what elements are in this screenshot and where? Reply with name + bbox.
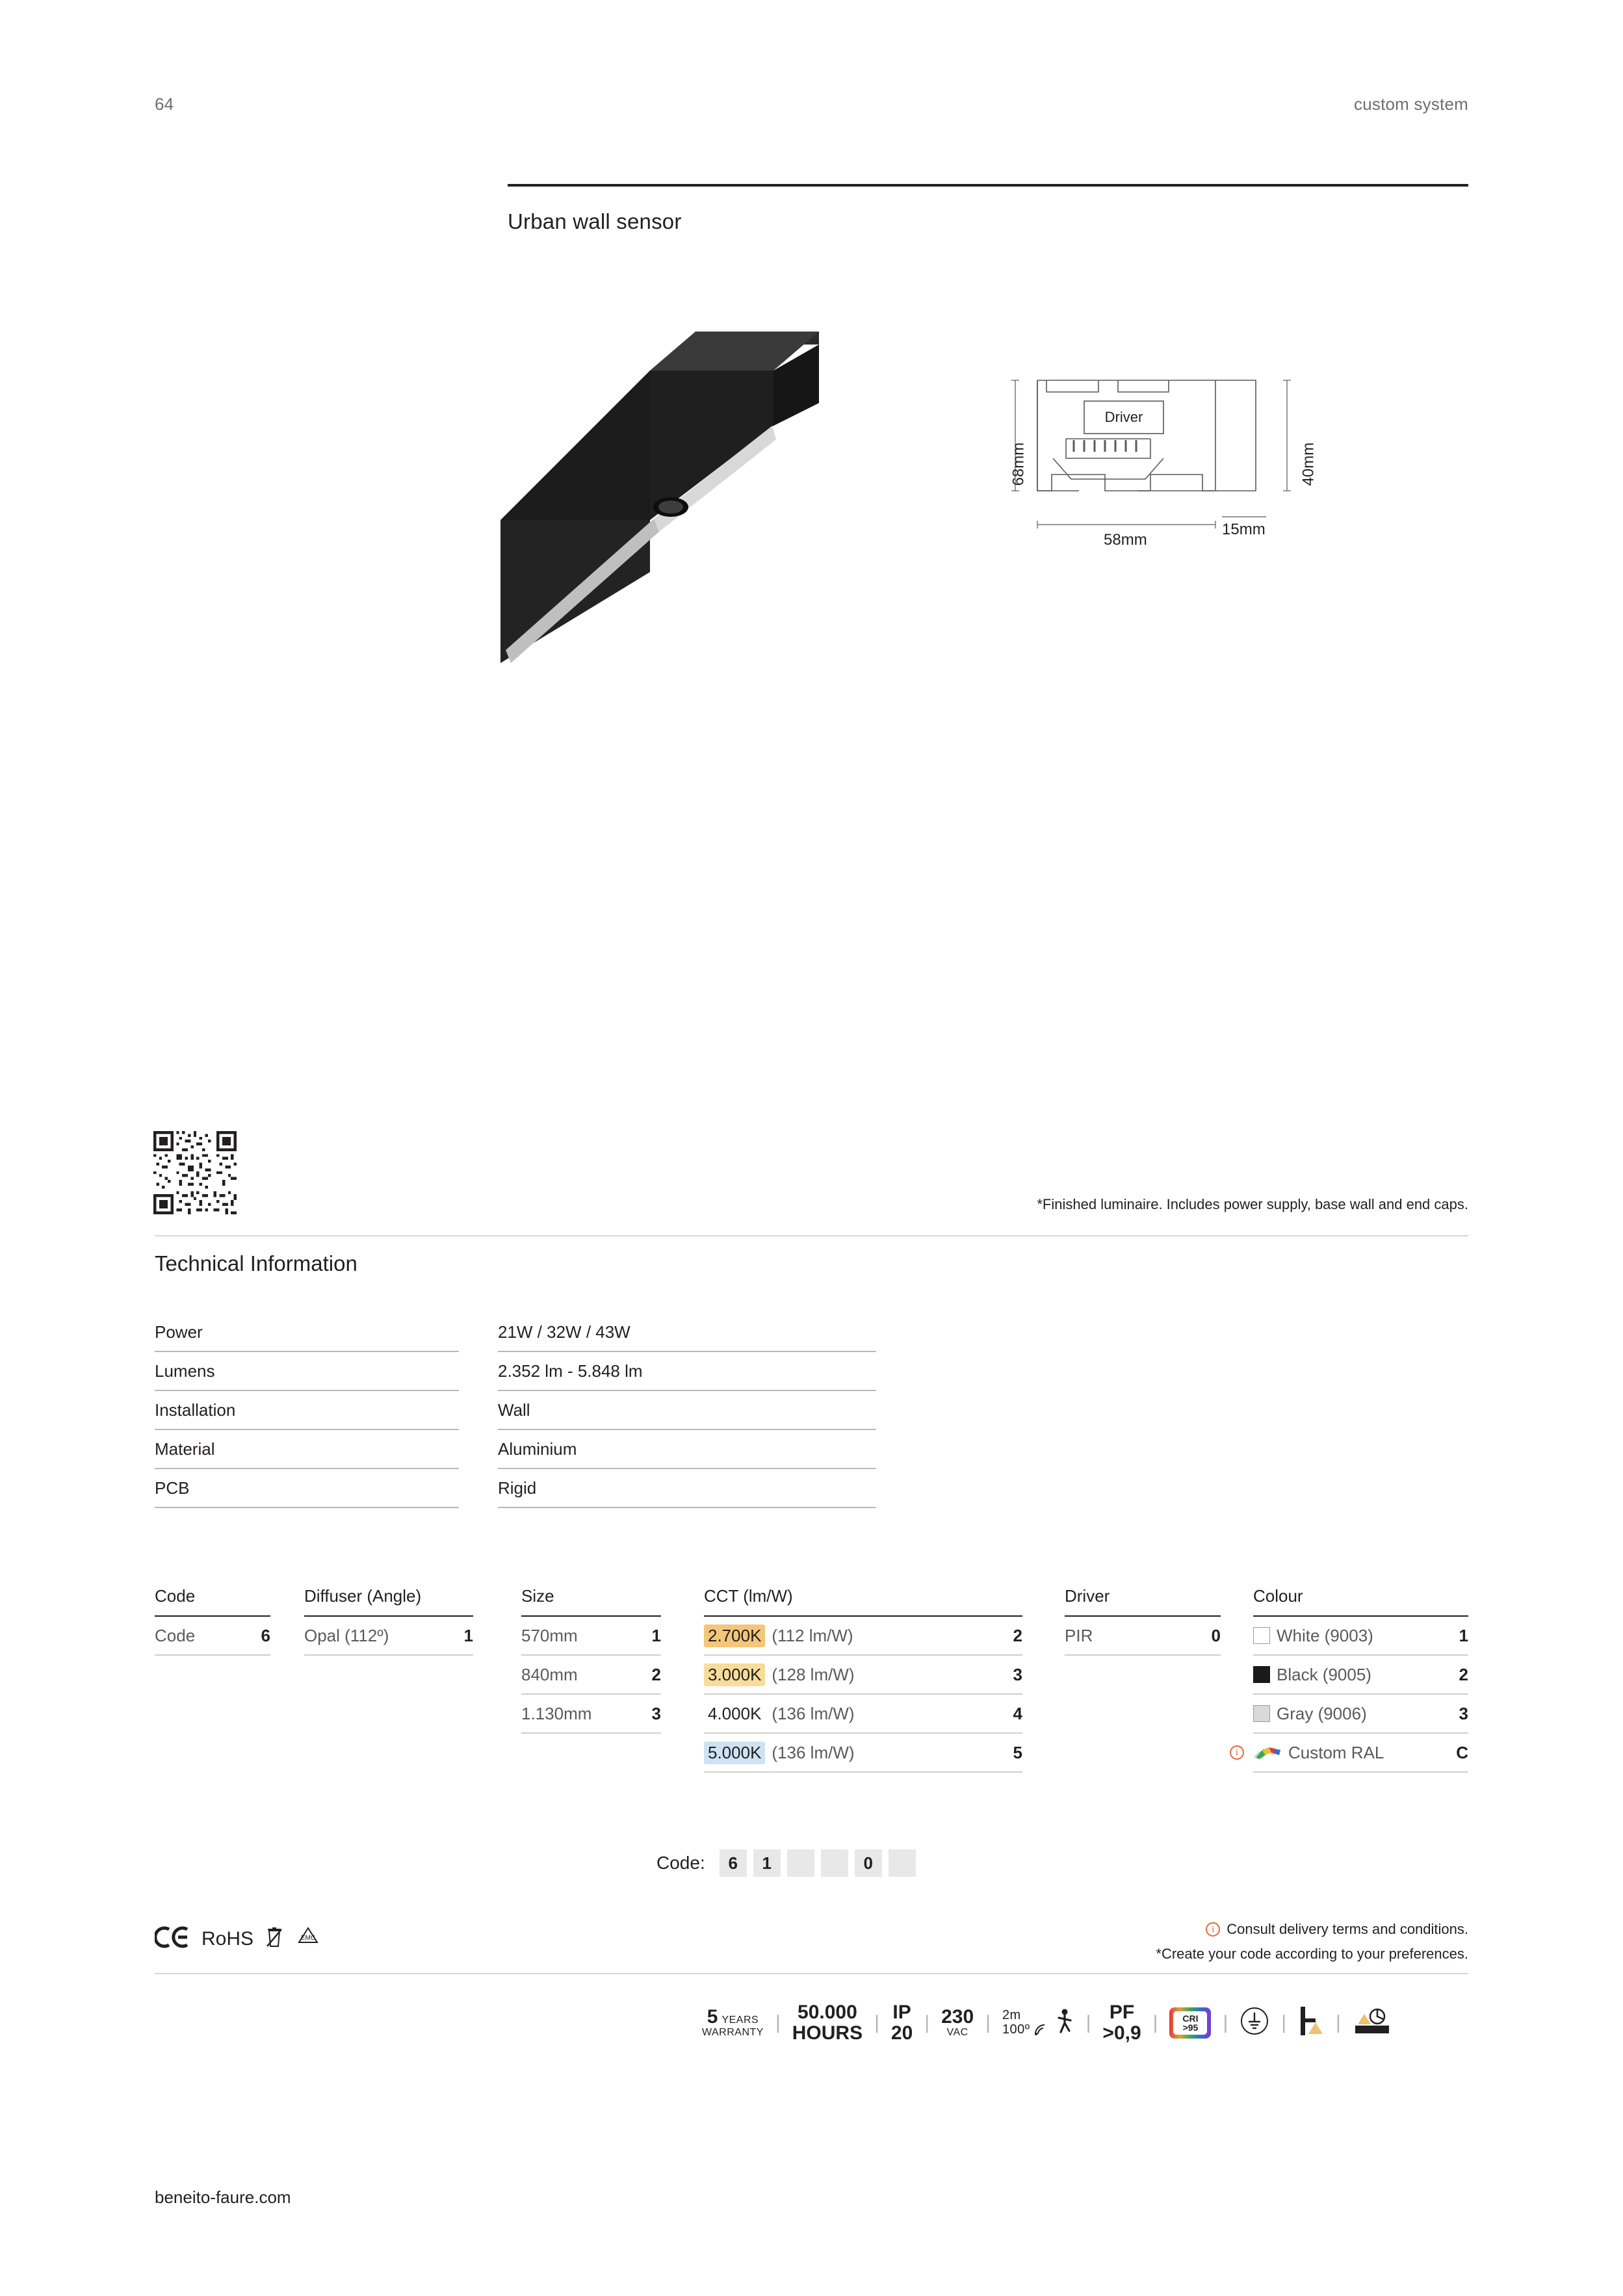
divider: |: [874, 2011, 879, 2033]
info-icon: i: [1206, 1922, 1220, 1937]
tech-label: Lumens: [155, 1352, 459, 1391]
rohs-label: RoHS: [201, 1927, 254, 1950]
option-row-cct[interactable]: [704, 1695, 1022, 1734]
option-code: 3: [1013, 1664, 1022, 1684]
sensor-range-icon: [1002, 2009, 1050, 2037]
qr-code[interactable]: [153, 1131, 237, 1214]
finished-luminaire-note: *Finished luminaire. Includes power supply, base wall and end caps.: [1037, 1196, 1468, 1212]
option-row-driver[interactable]: [1065, 1617, 1221, 1656]
option-row-size[interactable]: [521, 1656, 661, 1695]
column-header: Colour: [1253, 1586, 1468, 1617]
tech-value: 21W / 32W / 43W: [498, 1313, 876, 1352]
cct-efficacy: (112 lm/W): [772, 1625, 853, 1645]
option-row-code[interactable]: [155, 1617, 270, 1656]
divider: |: [985, 2011, 991, 2033]
config-column-code: [155, 1586, 270, 1656]
dim-right-height-label: 40mm: [1299, 442, 1318, 486]
pf-value: >0,9: [1102, 2022, 1141, 2044]
divider: |: [1152, 2011, 1158, 2033]
config-column-diffuser: [304, 1586, 473, 1656]
option-label: [704, 1702, 855, 1725]
cct-chip: 4.000K: [704, 1702, 765, 1725]
custom-ral-icon: [1253, 1745, 1282, 1760]
page-number: 64: [155, 94, 174, 114]
cri-label: CRI: [1182, 2013, 1199, 2024]
table-row: [155, 1391, 876, 1430]
divider: |: [775, 2011, 781, 2033]
option-label: [1235, 1742, 1384, 1763]
pf-label: PF: [1109, 2002, 1135, 2023]
cct-efficacy: (136 lm/W): [772, 1703, 855, 1723]
column-header: CCT (lm/W): [704, 1586, 1022, 1617]
column-header: Driver: [1065, 1586, 1221, 1617]
option-row-colour[interactable]: [1253, 1695, 1468, 1734]
option-code: 0: [1211, 1625, 1221, 1645]
section-label: custom system: [1354, 94, 1468, 114]
option-code: 1: [651, 1625, 661, 1645]
emc-icon: [295, 1925, 321, 1952]
option-row-size[interactable]: [521, 1695, 661, 1734]
dim-depth-label: 15mm: [1222, 521, 1266, 538]
weee-icon: [264, 1924, 285, 1953]
option-code: C: [1456, 1742, 1468, 1762]
consult-note-text: Consult delivery terms and conditions.: [1227, 1921, 1468, 1937]
title-divider: [508, 184, 1468, 187]
option-row-colour[interactable]: [1235, 1734, 1468, 1773]
cuttable-icon: [1353, 2006, 1392, 2040]
colour-swatch-black: [1253, 1666, 1270, 1683]
option-label: PIR: [1065, 1625, 1093, 1645]
warranty-years: 5: [707, 2006, 718, 2028]
pir-walker-icon: [1055, 2007, 1074, 2039]
colour-swatch-white: [1253, 1627, 1270, 1644]
option-code: 1: [463, 1625, 473, 1645]
power-factor-icon: [1102, 2002, 1141, 2043]
option-label: 1.130mm: [521, 1703, 592, 1723]
table-row: [155, 1352, 876, 1391]
option-label: [1253, 1665, 1371, 1685]
dim-width-label: 58mm: [1104, 531, 1147, 549]
table-row: [155, 1430, 876, 1469]
option-row-diffuser[interactable]: [304, 1617, 473, 1656]
technical-divider: [155, 1235, 1468, 1236]
table-row: [155, 1469, 876, 1508]
column-header: Code: [155, 1586, 270, 1617]
option-code: 2: [1459, 1664, 1468, 1684]
config-column-cct: [704, 1586, 1022, 1773]
dimension-drawing: [1001, 361, 1378, 627]
code-box[interactable]: 6: [720, 1849, 747, 1877]
tech-value: 2.352 lm - 5.848 lm: [498, 1352, 876, 1391]
colour-swatch-gray: [1253, 1705, 1270, 1722]
divider: |: [1336, 2011, 1341, 2033]
option-code: 4: [1013, 1703, 1022, 1723]
warranty-icon: [702, 2007, 764, 2038]
driver-box-label: Driver: [1104, 409, 1143, 425]
option-row-cct[interactable]: [704, 1734, 1022, 1773]
divider: |: [1085, 2011, 1091, 2033]
table-row: [155, 1313, 876, 1352]
colour-label: Black (9005): [1277, 1664, 1371, 1684]
tech-value: Wall: [498, 1391, 876, 1430]
cct-efficacy: (128 lm/W): [772, 1664, 855, 1684]
colour-label: Custom RAL: [1288, 1742, 1384, 1762]
option-label: [1253, 1704, 1367, 1724]
cri-icon: [1169, 2007, 1211, 2039]
tech-label: PCB: [155, 1469, 459, 1508]
page-title: Urban wall sensor: [508, 209, 682, 233]
tech-value: Aluminium: [498, 1430, 876, 1469]
create-code-note: *Create your code according to your preferences.: [1156, 1946, 1468, 1962]
colour-label: Gray (9006): [1277, 1703, 1367, 1723]
footer-divider: [155, 1973, 1468, 1974]
option-code: 5: [1013, 1742, 1022, 1762]
option-code: 2: [651, 1664, 661, 1684]
cct-chip: 2.700K: [704, 1624, 765, 1647]
option-row-size[interactable]: [521, 1617, 661, 1656]
ce-icon: [155, 1925, 191, 1952]
wall-mount-icon: [1298, 2005, 1324, 2041]
divider: |: [1281, 2011, 1287, 2033]
config-column-size: [521, 1586, 661, 1734]
option-code: 1: [1459, 1625, 1468, 1645]
option-code: 3: [1459, 1703, 1468, 1723]
code-box[interactable]: [821, 1849, 848, 1877]
divider: |: [1223, 2011, 1228, 2033]
code-box[interactable]: 1: [753, 1849, 781, 1877]
warranty-years-unit: YEARS: [721, 2015, 759, 2026]
code-builder-label: Code:: [656, 1853, 705, 1873]
technical-information-title: Technical Information: [155, 1251, 357, 1275]
class-i-earth-icon: [1240, 2006, 1269, 2040]
dim-height-label: 68mm: [1009, 442, 1028, 486]
voltage-value: 230: [941, 2006, 974, 2028]
option-label: [704, 1624, 853, 1647]
option-label: [704, 1663, 855, 1686]
column-header: Size: [521, 1586, 661, 1617]
ip-value: 20: [890, 2022, 913, 2044]
sensor-angle-value: 100º: [1002, 2022, 1030, 2037]
config-column-colour: [1235, 1586, 1468, 1773]
column-header: Diffuser (Angle): [304, 1586, 473, 1617]
code-box[interactable]: 0: [855, 1849, 882, 1877]
info-icon[interactable]: i: [1230, 1745, 1244, 1760]
tech-label: Power: [155, 1313, 459, 1352]
consult-note: [1206, 1921, 1468, 1938]
option-row-colour[interactable]: [1253, 1617, 1468, 1656]
option-label: [1253, 1626, 1373, 1646]
tech-label: Installation: [155, 1391, 459, 1430]
hours-value: 50.000: [798, 2002, 857, 2023]
option-code: 6: [261, 1625, 270, 1645]
technical-table: [155, 1313, 876, 1508]
code-builder: [656, 1849, 916, 1877]
cct-efficacy: (136 lm/W): [772, 1742, 855, 1762]
spec-icon-strip: [702, 2002, 1392, 2043]
config-column-driver: [1065, 1586, 1221, 1656]
tech-value: Rigid: [498, 1469, 876, 1508]
footer-website[interactable]: beneito-faure.com: [155, 2187, 291, 2207]
tech-label: Material: [155, 1430, 459, 1469]
cct-chip: 5.000K: [704, 1742, 765, 1764]
voltage-icon: [941, 2007, 974, 2038]
option-label: Code: [155, 1625, 196, 1645]
option-row-colour[interactable]: [1253, 1656, 1468, 1695]
certification-marks: [155, 1924, 321, 1953]
option-label: 840mm: [521, 1664, 578, 1684]
ip-rating-icon: [891, 2002, 913, 2043]
ip-label: IP: [892, 2002, 911, 2023]
option-label: 570mm: [521, 1625, 578, 1645]
code-box[interactable]: [787, 1849, 814, 1877]
svg-text:EMC: EMC: [300, 1935, 316, 1942]
option-row-cct[interactable]: [704, 1617, 1022, 1656]
divider: |: [924, 2011, 930, 2033]
option-code: 3: [651, 1703, 661, 1723]
lifetime-hours-icon: [792, 2002, 863, 2043]
option-row-cct[interactable]: [704, 1656, 1022, 1695]
cct-chip: 3.000K: [704, 1663, 765, 1686]
option-code: 2: [1013, 1625, 1022, 1645]
option-label: Opal (112º): [304, 1625, 389, 1645]
cri-value: >95: [1182, 2022, 1199, 2033]
product-photo: [500, 312, 851, 676]
sensor-range-value: 2m: [1002, 2008, 1021, 2022]
code-box[interactable]: [889, 1849, 916, 1877]
option-label: [704, 1742, 855, 1764]
voltage-unit: VAC: [946, 2026, 968, 2038]
hours-word: HOURS: [792, 2022, 863, 2044]
colour-label: White (9003): [1277, 1625, 1373, 1645]
warranty-word: WARRANTY: [702, 2026, 764, 2038]
